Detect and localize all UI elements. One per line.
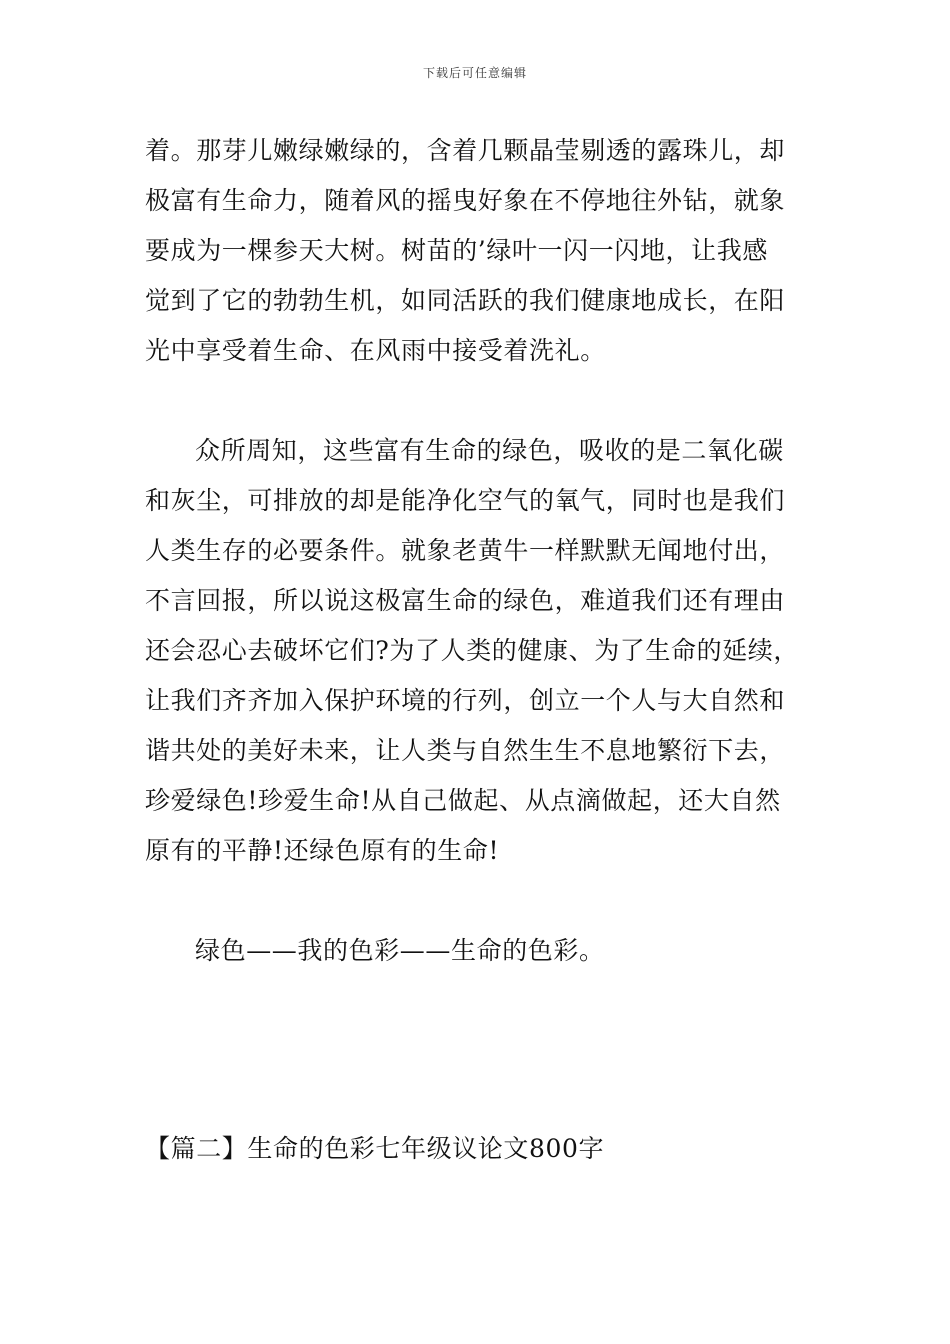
header-note: 下载后可任意编辑 (422, 66, 527, 80)
paragraph-2-line: 众所周知，这些富有生命的绿色，吸收的是二氧化碳 (195, 436, 784, 465)
paragraph-1-line: 光中享受着生命、在风雨中接受着洗礼。 (145, 336, 606, 365)
paragraph-1-line: 极富有生命力，随着风的摇曳好象在不停地往外钻，就象 (145, 186, 786, 215)
paragraph-1-line: 要成为一棵参天大树。树苗的’绿叶一闪一闪地，让我感 (145, 236, 768, 265)
paragraph-2-line: 让我们齐齐加入保护环境的行列，创立一个人与大自然和 (145, 686, 786, 715)
paragraph-2-line: 原有的平静!还绿色原有的生命! (145, 836, 500, 865)
paragraph-1-line: 着。那芽儿嫩绿嫩绿的，含着几颗晶莹剔透的露珠儿，却 (145, 136, 786, 165)
paragraph-2-line: 不言回报，所以说这极富生命的绿色，难道我们还有理由 (145, 586, 786, 615)
section-heading: 【篇二】生命的色彩七年级议论文800字 (145, 1134, 605, 1163)
paragraph-2-line: 人类生存的必要条件。就象老黄牛一样默默无闻地付出， (145, 536, 786, 565)
paragraph-2-line: 和灰尘，可排放的却是能净化空气的氧气，同时也是我们 (145, 486, 786, 515)
paragraph-2-line: 还会忍心去破坏它们?为了人类的健康、为了生命的延续， (145, 636, 800, 665)
paragraph-3-line: 绿色——我的色彩——生命的色彩。 (195, 936, 605, 965)
paragraph-2-line: 珍爱绿色!珍爱生命!从自己做起、从点滴做起，还大自然 (145, 786, 781, 815)
paragraph-1-line: 觉到了它的勃勃生机，如同活跃的我们健康地成长，在阳 (145, 286, 786, 315)
paragraph-2-line: 谐共处的美好未来，让人类与自然生生不息地繁衍下去， (145, 736, 786, 765)
